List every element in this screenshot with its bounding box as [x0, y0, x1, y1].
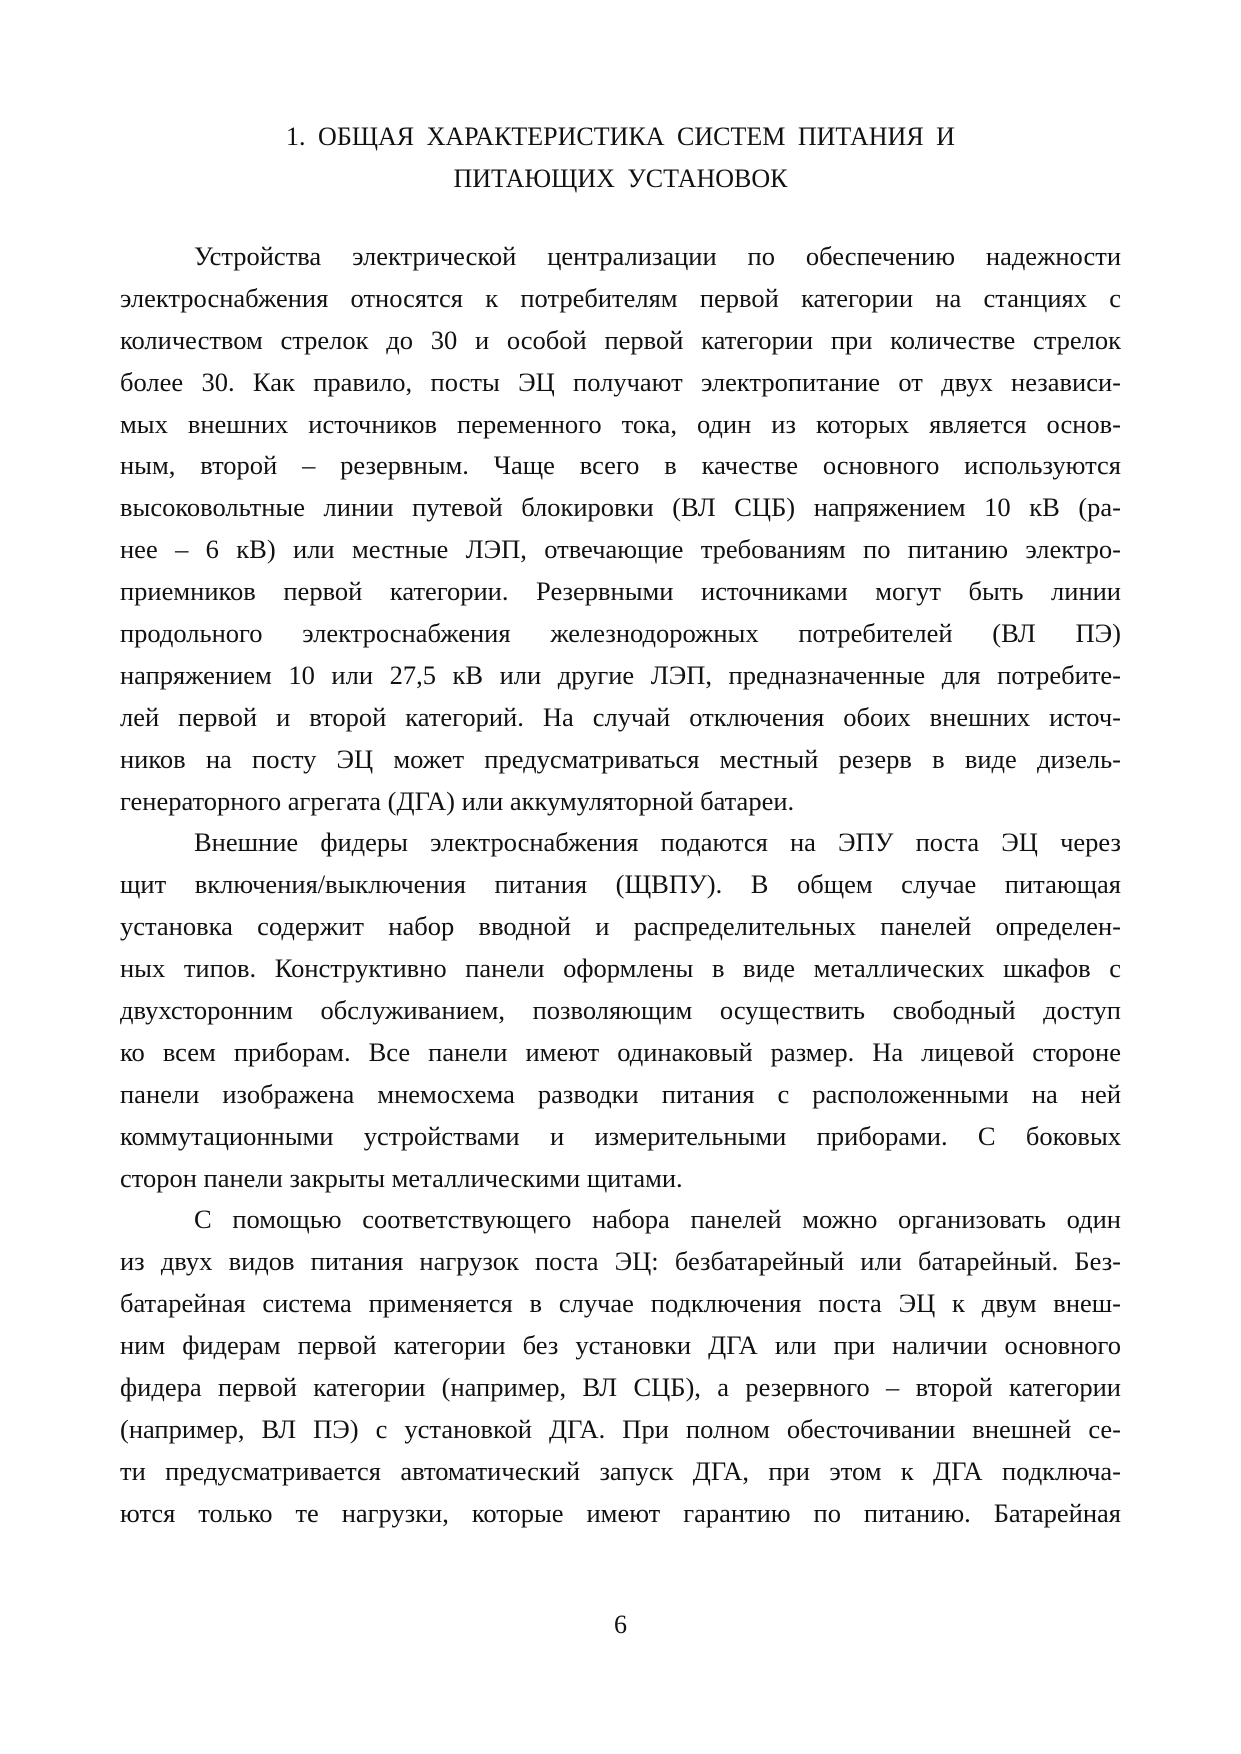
text-line: (например, ВЛ ПЭ) с установкой ДГА. При полном обесточивании внешней се-	[120, 1413, 1121, 1444]
text-line: ных типов. Конструктивно панели оформлены в виде металлических шкафов с	[120, 953, 1121, 984]
text-line: ников на посту ЭЦ может предусматриваться местный резерв в виде дизель-	[120, 743, 1121, 774]
page-number: 6	[614, 1610, 627, 1639]
text-line: коммутационными устройствами и измерительными приборами. С боковых	[120, 1120, 1121, 1151]
text-line: установка содержит набор вводной и распределительных панелей определен-	[120, 911, 1121, 942]
text-line: батарейная система применяется в случае подключения поста ЭЦ к двум внеш-	[120, 1288, 1121, 1319]
paragraph	[120, 236, 1121, 822]
text-line: из двух видов питания нагрузок поста ЭЦ: безбатарейный или батарейный. Без-	[120, 1246, 1121, 1277]
text-line: электроснабжения относятся к потребителям первой категории на станциях с	[120, 282, 1121, 313]
text-line: Устройства электрической централизации по обеспечению надежности	[194, 241, 1121, 271]
text-line: ко всем приборам. Все панели имеют одинаковый размер. На лицевой стороне	[120, 1036, 1121, 1067]
text-line: более 30. Как правило, посты ЭЦ получают электропитание от двух независи-	[120, 366, 1121, 397]
text-line: ти предусматривается автоматический запуск ДГА, при этом к ДГА подключа-	[120, 1455, 1121, 1486]
section-title-line: 1. ОБЩАЯ ХАРАКТЕРИСТИКА СИСТЕМ ПИТАНИЯ И	[286, 122, 955, 151]
text-line: ются только те нагрузки, которые имеют гарантию по питанию. Батарейная	[120, 1497, 1121, 1528]
text-line: нее – 6 кВ) или местные ЛЭП, отвечающие требованиям по питанию электро-	[120, 534, 1121, 565]
text-line: сторон панели закрыты металлическими щитами.	[120, 1162, 683, 1193]
text-line: двухсторонним обслуживанием, позволяющим осуществить свободный доступ	[120, 995, 1121, 1026]
text-line: ним фидерам первой категории без установки ДГА или при наличии основного	[120, 1330, 1121, 1361]
text-line: щит включения/выключения питания (ЩВПУ). В общем случае питающая	[120, 869, 1121, 900]
section-title	[0, 116, 1241, 200]
text-line: лей первой и второй категорий. На случай отключения обоих внешних источ-	[120, 701, 1121, 732]
text-line: продольного электроснабжения железнодорожных потребителей (ВЛ ПЭ)	[120, 618, 1121, 649]
text-line: генераторного агрегата (ДГА) или аккумуляторной батареи.	[120, 785, 795, 816]
text-line: С помощью соответствующего набора панелей можно организовать один	[194, 1204, 1121, 1235]
text-line: мых внешних источников переменного тока, один из которых является основ-	[120, 408, 1121, 439]
text-line: панели изображена мнемосхема разводки питания с расположенными на ней	[120, 1078, 1121, 1109]
text-line: фидера первой категории (например, ВЛ СЦБ), а резервного – второй категории	[120, 1372, 1121, 1403]
text-line: ным, второй – резервным. Чаще всего в качестве основного используются	[120, 450, 1121, 481]
paragraph	[120, 822, 1121, 1199]
paragraph	[120, 1199, 1121, 1534]
body-text	[120, 236, 1121, 1535]
text-line: количеством стрелок до 30 и особой первой категории при количестве стрелок	[120, 324, 1121, 355]
text-line: высоковольтные линии путевой блокировки (ВЛ СЦБ) напряжением 10 кВ (ра-	[120, 492, 1121, 523]
text-line: приемников первой категории. Резервными источниками могут быть линии	[120, 576, 1121, 607]
text-line: Внешние фидеры электроснабжения подаются на ЭПУ поста ЭЦ через	[194, 827, 1121, 858]
section-title-line: ПИТАЮЩИХ УСТАНОВОК	[453, 164, 788, 193]
text-line: напряжением 10 или 27,5 кВ или другие ЛЭП, предназначенные для потребите-	[120, 659, 1121, 690]
